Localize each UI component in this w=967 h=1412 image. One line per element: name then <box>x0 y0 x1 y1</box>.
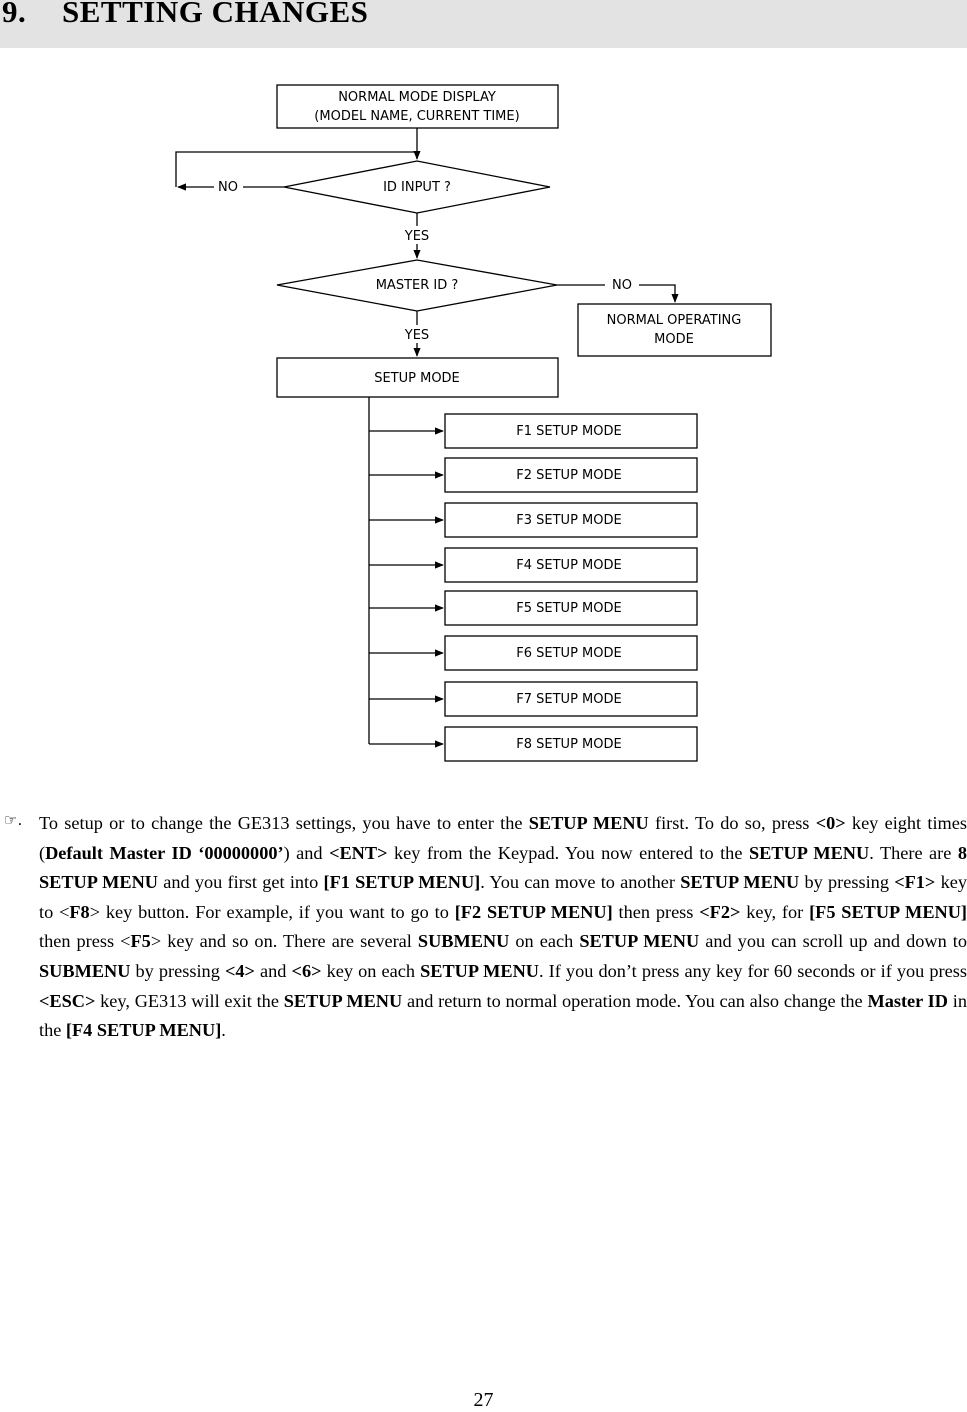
yes-label-1: YES <box>404 229 430 244</box>
master-id-label: MASTER ID ? <box>375 278 459 293</box>
section-title: SETTING CHANGES <box>62 0 369 29</box>
page-number: 27 <box>473 1389 494 1411</box>
bold-term: <ENT> <box>329 842 388 863</box>
bold-term: 8 SETUP MENU <box>39 842 967 893</box>
text-run: key, GE313 will exit the <box>95 990 284 1011</box>
bold-term: <6> <box>291 960 322 981</box>
normal-display-text-1: NORMAL MODE DISPLAY <box>338 90 496 105</box>
text-run: in the <box>39 990 967 1041</box>
bold-term: SETUP MENU <box>579 931 700 952</box>
no-label-1: NO <box>218 180 238 195</box>
text-run: by pressing <box>799 872 895 893</box>
setup-instructions-paragraph <box>39 809 967 1046</box>
text-run: key, for <box>740 901 810 922</box>
setup-mode-label: SETUP MODE <box>374 371 460 386</box>
yes-label-2: YES <box>404 328 430 343</box>
f8-setup-mode-label: F8 SETUP MODE <box>516 737 622 752</box>
text-run: and you can scroll up and down to <box>699 931 967 952</box>
section-number: 9. <box>2 0 27 29</box>
bold-term: SUBMENU <box>39 960 131 981</box>
bold-term: F5 <box>130 931 151 952</box>
bold-term: SETUP MENU <box>420 960 539 981</box>
bold-term: <0> <box>815 813 846 833</box>
f2-setup-mode-label: F2 SETUP MODE <box>516 468 622 483</box>
text-run: and return to normal operation mode. You can also change the <box>402 990 868 1011</box>
bold-term: <F1> <box>894 872 936 893</box>
bold-term: SETUP MENU <box>528 813 649 833</box>
f1-setup-mode-label: F1 SETUP MODE <box>516 424 622 439</box>
text-run: > key button. For example, if you want to go to <box>89 901 455 922</box>
text-run: ) and <box>283 842 330 863</box>
bold-term: <F2> <box>699 901 741 922</box>
normal-display-text-2: (MODEL NAME, CURRENT TIME) <box>314 109 520 124</box>
f6-setup-mode-label: F6 SETUP MODE <box>516 646 622 661</box>
text-run: To setup or to change the GE313 settings, you have to enter the <box>39 813 529 833</box>
note-marker-icon: ☞. <box>4 811 23 829</box>
no-label-2: NO <box>612 278 632 293</box>
text-run: by pressing <box>130 960 225 981</box>
text-run: key eight times ( <box>39 813 967 863</box>
text-run: then press <box>612 901 700 922</box>
text-run: key from the Keypad. You now entered to the <box>387 842 749 863</box>
text-run: and you first get into <box>158 872 324 893</box>
bold-term: <4> <box>224 960 255 981</box>
bold-term: SETUP MENU <box>748 842 870 863</box>
bold-term: <ESC> <box>39 990 96 1011</box>
bold-term: SUBMENU <box>417 931 510 952</box>
text-run: first. To do so, press <box>648 813 816 833</box>
bold-term: Default Master ID ‘00000000’ <box>45 842 284 863</box>
text-run: then press < <box>39 931 131 952</box>
f5-setup-mode-label: F5 SETUP MODE <box>516 601 622 616</box>
text-run: . There are <box>869 842 958 863</box>
text-run: key on each <box>321 960 421 981</box>
bold-term: F8 <box>69 901 90 922</box>
text-run: . <box>221 1020 226 1041</box>
bold-term: SETUP MENU <box>283 990 403 1011</box>
bold-term: [F1 SETUP MENU] <box>323 872 481 893</box>
text-run: key to < <box>39 872 967 922</box>
normal-operating-text-1: NORMAL OPERATING <box>606 313 742 328</box>
text-run: > key and so on. There are several <box>150 931 418 952</box>
f4-setup-mode-label: F4 SETUP MODE <box>516 558 622 573</box>
bold-term: [F4 SETUP MENU] <box>65 1020 222 1041</box>
id-input-label: ID INPUT ? <box>383 180 451 195</box>
text-run: . If you don’t press any key for 60 seconds or if you press <box>538 960 967 981</box>
text-run: and <box>254 960 292 981</box>
normal-operating-text-2: MODE <box>654 332 694 347</box>
bold-term: [F2 SETUP MENU] <box>454 901 613 922</box>
section-header <box>0 0 967 48</box>
normal-operating-box <box>578 304 771 356</box>
text-run: on each <box>509 931 580 952</box>
setup-flowchart <box>0 60 967 780</box>
f7-setup-mode-label: F7 SETUP MODE <box>516 692 622 707</box>
bold-term: Master ID <box>867 990 949 1011</box>
text-run: . You can move to another <box>480 872 681 893</box>
bold-term: [F5 SETUP MENU] <box>809 901 967 922</box>
f3-setup-mode-label: F3 SETUP MODE <box>516 513 622 528</box>
bold-term: SETUP MENU <box>680 872 800 893</box>
